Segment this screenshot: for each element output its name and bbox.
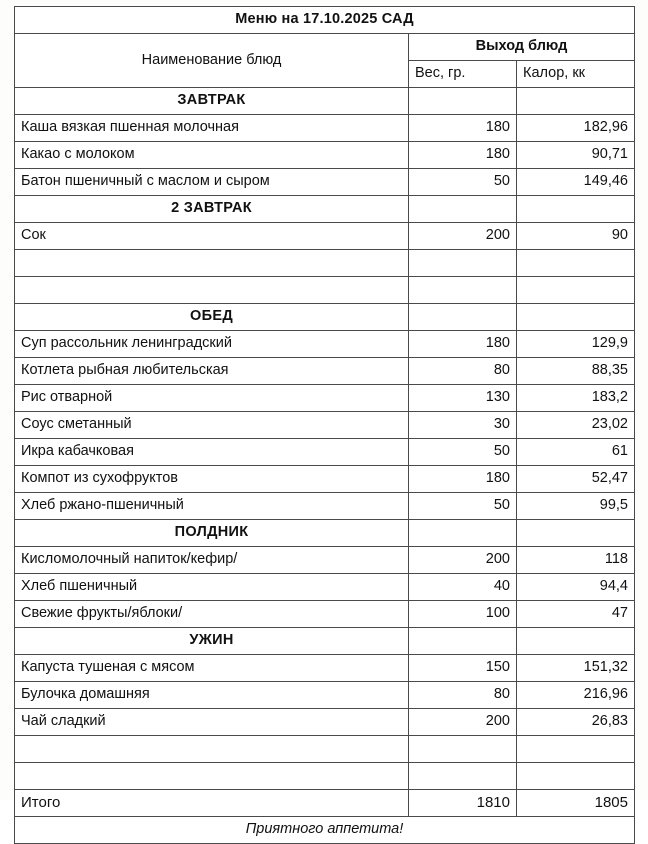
column-header-output: Выход блюд bbox=[409, 34, 635, 61]
dish-name: Кисломолочный напиток/кефир/ bbox=[15, 547, 409, 574]
section-calories bbox=[517, 304, 635, 331]
page-title: Меню на 17.10.2025 САД bbox=[15, 7, 635, 34]
dish-name: Хлеб пшеничный bbox=[15, 574, 409, 601]
dish-calories: 61 bbox=[517, 439, 635, 466]
dish-weight bbox=[409, 277, 517, 304]
menu-table-footer bbox=[15, 790, 635, 844]
dish-name: Чай сладкий bbox=[15, 709, 409, 736]
section-row bbox=[15, 628, 635, 655]
empty-row bbox=[15, 250, 635, 277]
section-title: ЗАВТРАК bbox=[15, 88, 409, 115]
table-row bbox=[15, 115, 635, 142]
section-calories bbox=[517, 628, 635, 655]
dish-name: Батон пшеничный с маслом и сыром bbox=[15, 169, 409, 196]
dish-name: Икра кабачковая bbox=[15, 439, 409, 466]
dish-weight: 50 bbox=[409, 169, 517, 196]
section-title: ПОЛДНИК bbox=[15, 520, 409, 547]
table-row bbox=[15, 223, 635, 250]
dish-weight: 200 bbox=[409, 223, 517, 250]
dish-weight: 40 bbox=[409, 574, 517, 601]
dish-calories bbox=[517, 736, 635, 763]
column-header-name: Наименование блюд bbox=[15, 34, 409, 88]
dish-name bbox=[15, 736, 409, 763]
empty-row bbox=[15, 763, 635, 790]
dish-weight: 30 bbox=[409, 412, 517, 439]
column-header-weight: Вес, гр. bbox=[409, 61, 517, 88]
dish-calories: 182,96 bbox=[517, 115, 635, 142]
dish-calories: 129,9 bbox=[517, 331, 635, 358]
dish-weight: 150 bbox=[409, 655, 517, 682]
dish-calories bbox=[517, 763, 635, 790]
dish-name: Суп рассольник ленинградский bbox=[15, 331, 409, 358]
dish-weight: 50 bbox=[409, 439, 517, 466]
table-row bbox=[15, 574, 635, 601]
section-row bbox=[15, 304, 635, 331]
menu-table bbox=[14, 6, 635, 844]
table-row bbox=[15, 655, 635, 682]
section-row bbox=[15, 196, 635, 223]
section-weight bbox=[409, 520, 517, 547]
dish-calories: 90 bbox=[517, 223, 635, 250]
dish-weight: 200 bbox=[409, 709, 517, 736]
table-row bbox=[15, 601, 635, 628]
section-calories bbox=[517, 88, 635, 115]
section-weight bbox=[409, 196, 517, 223]
section-calories bbox=[517, 520, 635, 547]
total-label: Итого bbox=[15, 790, 409, 817]
section-title: ОБЕД bbox=[15, 304, 409, 331]
section-row bbox=[15, 88, 635, 115]
dish-weight: 100 bbox=[409, 601, 517, 628]
dish-name: Хлеб ржано-пшеничный bbox=[15, 493, 409, 520]
section-weight bbox=[409, 304, 517, 331]
dish-name: Котлета рыбная любительская bbox=[15, 358, 409, 385]
section-weight bbox=[409, 88, 517, 115]
table-row bbox=[15, 493, 635, 520]
table-row bbox=[15, 385, 635, 412]
dish-weight: 180 bbox=[409, 331, 517, 358]
empty-row bbox=[15, 277, 635, 304]
column-header-calories: Калор, кк bbox=[517, 61, 635, 88]
dish-weight: 180 bbox=[409, 115, 517, 142]
dish-name bbox=[15, 277, 409, 304]
dish-calories: 94,4 bbox=[517, 574, 635, 601]
table-row bbox=[15, 439, 635, 466]
table-row bbox=[15, 547, 635, 574]
dish-name bbox=[15, 763, 409, 790]
dish-calories bbox=[517, 277, 635, 304]
section-title: 2 ЗАВТРАК bbox=[15, 196, 409, 223]
section-calories bbox=[517, 196, 635, 223]
table-row bbox=[15, 412, 635, 439]
menu-table-body bbox=[15, 7, 635, 88]
table-row bbox=[15, 331, 635, 358]
dish-calories: 88,35 bbox=[517, 358, 635, 385]
dish-weight: 80 bbox=[409, 682, 517, 709]
dish-weight bbox=[409, 763, 517, 790]
dish-weight: 50 bbox=[409, 493, 517, 520]
dish-weight: 180 bbox=[409, 466, 517, 493]
table-row bbox=[15, 466, 635, 493]
dish-name: Компот из сухофруктов bbox=[15, 466, 409, 493]
menu-rows bbox=[15, 88, 635, 790]
dish-weight bbox=[409, 250, 517, 277]
dish-calories: 183,2 bbox=[517, 385, 635, 412]
dish-name: Рис отварной bbox=[15, 385, 409, 412]
dish-calories bbox=[517, 250, 635, 277]
dish-name: Соус сметанный bbox=[15, 412, 409, 439]
header-row-main bbox=[15, 34, 635, 61]
dish-calories: 151,32 bbox=[517, 655, 635, 682]
dish-calories: 26,83 bbox=[517, 709, 635, 736]
section-weight bbox=[409, 628, 517, 655]
dish-weight: 130 bbox=[409, 385, 517, 412]
section-title: УЖИН bbox=[15, 628, 409, 655]
total-row bbox=[15, 790, 635, 817]
table-row bbox=[15, 358, 635, 385]
dish-name: Булочка домашняя bbox=[15, 682, 409, 709]
footer-row bbox=[15, 817, 635, 844]
dish-calories: 90,71 bbox=[517, 142, 635, 169]
dish-calories: 99,5 bbox=[517, 493, 635, 520]
dish-name: Какао с молоком bbox=[15, 142, 409, 169]
dish-name: Каша вязкая пшенная молочная bbox=[15, 115, 409, 142]
dish-name: Свежие фрукты/яблоки/ bbox=[15, 601, 409, 628]
dish-weight: 80 bbox=[409, 358, 517, 385]
dish-weight: 180 bbox=[409, 142, 517, 169]
dish-name: Капуста тушеная с мясом bbox=[15, 655, 409, 682]
table-row bbox=[15, 682, 635, 709]
dish-calories: 47 bbox=[517, 601, 635, 628]
table-row bbox=[15, 169, 635, 196]
dish-name bbox=[15, 250, 409, 277]
empty-row bbox=[15, 736, 635, 763]
dish-calories: 149,46 bbox=[517, 169, 635, 196]
dish-weight: 200 bbox=[409, 547, 517, 574]
title-row bbox=[15, 7, 635, 34]
table-row bbox=[15, 709, 635, 736]
dish-calories: 118 bbox=[517, 547, 635, 574]
dish-calories: 23,02 bbox=[517, 412, 635, 439]
table-row bbox=[15, 142, 635, 169]
dish-weight bbox=[409, 736, 517, 763]
section-row bbox=[15, 520, 635, 547]
dish-calories: 216,96 bbox=[517, 682, 635, 709]
bon-appetit-note: Приятного аппетита! bbox=[15, 817, 635, 844]
total-weight: 1810 bbox=[409, 790, 517, 817]
dish-calories: 52,47 bbox=[517, 466, 635, 493]
dish-name: Сок bbox=[15, 223, 409, 250]
total-calories: 1805 bbox=[517, 790, 635, 817]
